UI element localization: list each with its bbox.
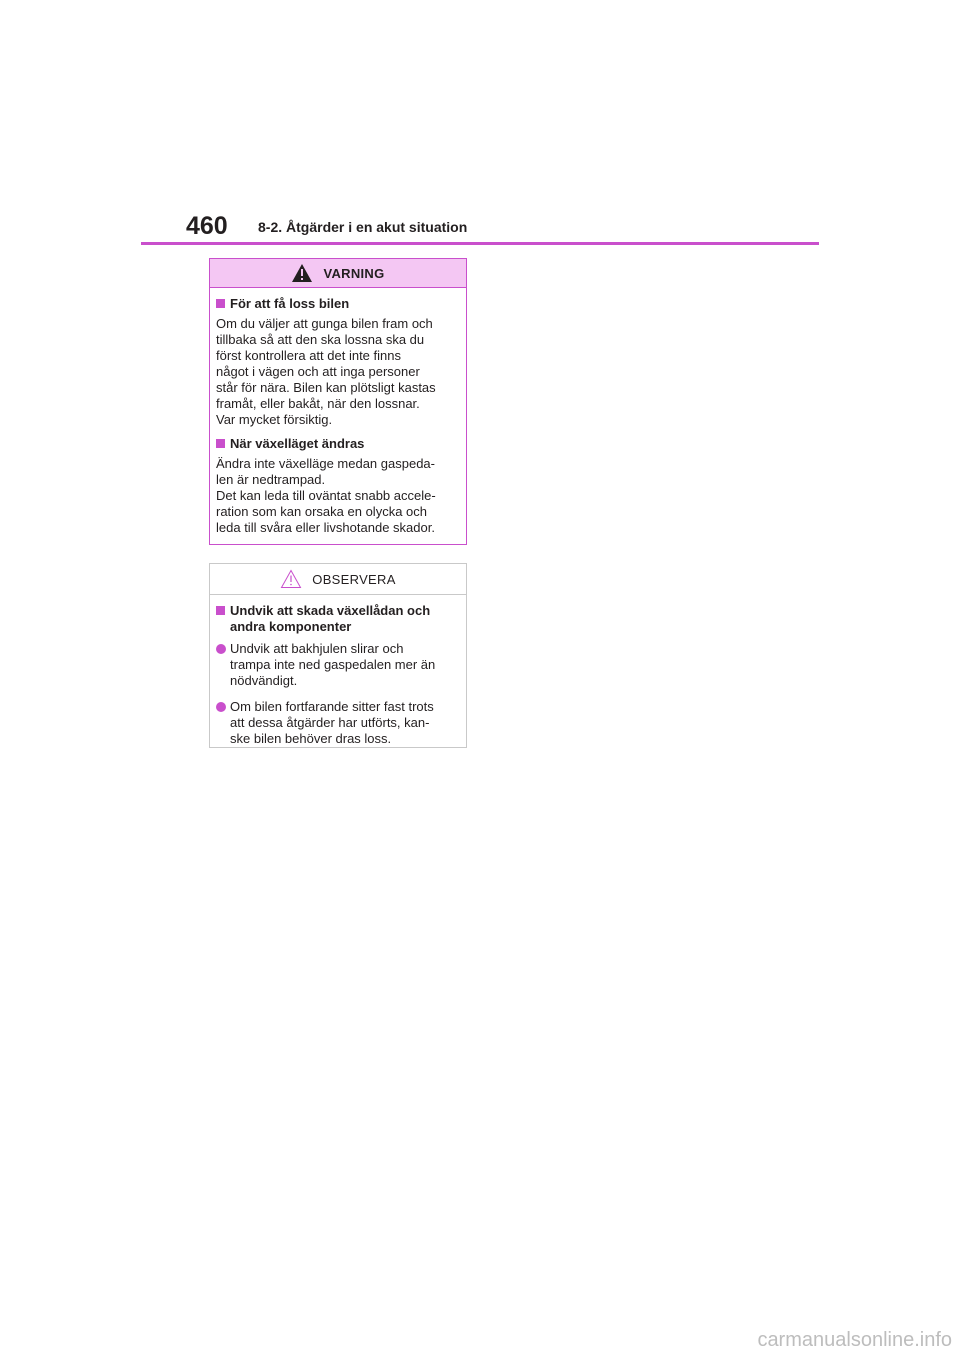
warning-box bbox=[209, 258, 467, 545]
square-bullet-icon bbox=[216, 606, 225, 615]
section-title: 8-2. Åtgärder i en akut situation bbox=[258, 219, 468, 235]
warning-heading-2: När växelläget ändras bbox=[216, 436, 460, 452]
warning-paragraph-2: Ändra inte växelläge medan gaspeda- len är nedtrampad. Det kan leda till oväntat snabb accele- ration som kan orsaka en olycka och leda till svåra eller livshotande skador. bbox=[216, 456, 436, 535]
warning-paragraph-1: Om du väljer att gunga bilen fram och tillbaka så att den ska lossna ska du först kontrollera att det inte finns något i vägen och att inga personer står för nära. Bilen kan plötsligt kastas framåt, eller bakåt, när den lossnar. Var mycket försiktig. bbox=[216, 316, 436, 427]
notice-heading: Undvik att skada växellådan och andra komponenter bbox=[216, 603, 460, 635]
circle-bullet-icon bbox=[216, 702, 226, 712]
square-bullet-icon bbox=[216, 439, 225, 448]
caution-outline-icon bbox=[280, 569, 302, 589]
header-divider bbox=[141, 242, 819, 245]
warning-heading-1: För att få loss bilen bbox=[216, 296, 460, 312]
notice-box bbox=[209, 563, 467, 748]
square-bullet-icon bbox=[216, 299, 225, 308]
page-number: 460 bbox=[186, 212, 228, 240]
warning-title: VARNING bbox=[323, 265, 385, 281]
notice-title: OBSERVERA bbox=[312, 571, 396, 587]
warning-header bbox=[210, 259, 466, 288]
circle-bullet-icon bbox=[216, 644, 226, 654]
warning-triangle-icon bbox=[291, 263, 313, 283]
notice-bullet-1: Undvik att bakhjulen slirar och trampa inte ned gaspedalen mer än nödvändigt. bbox=[216, 641, 460, 689]
watermark: carmanualsonline.info bbox=[757, 1329, 952, 1351]
notice-bullet-2: Om bilen fortfarande sitter fast trots att dessa åtgärder har utförts, kan- ske bilen behöver dras loss. bbox=[216, 699, 460, 747]
notice-header bbox=[210, 564, 466, 595]
